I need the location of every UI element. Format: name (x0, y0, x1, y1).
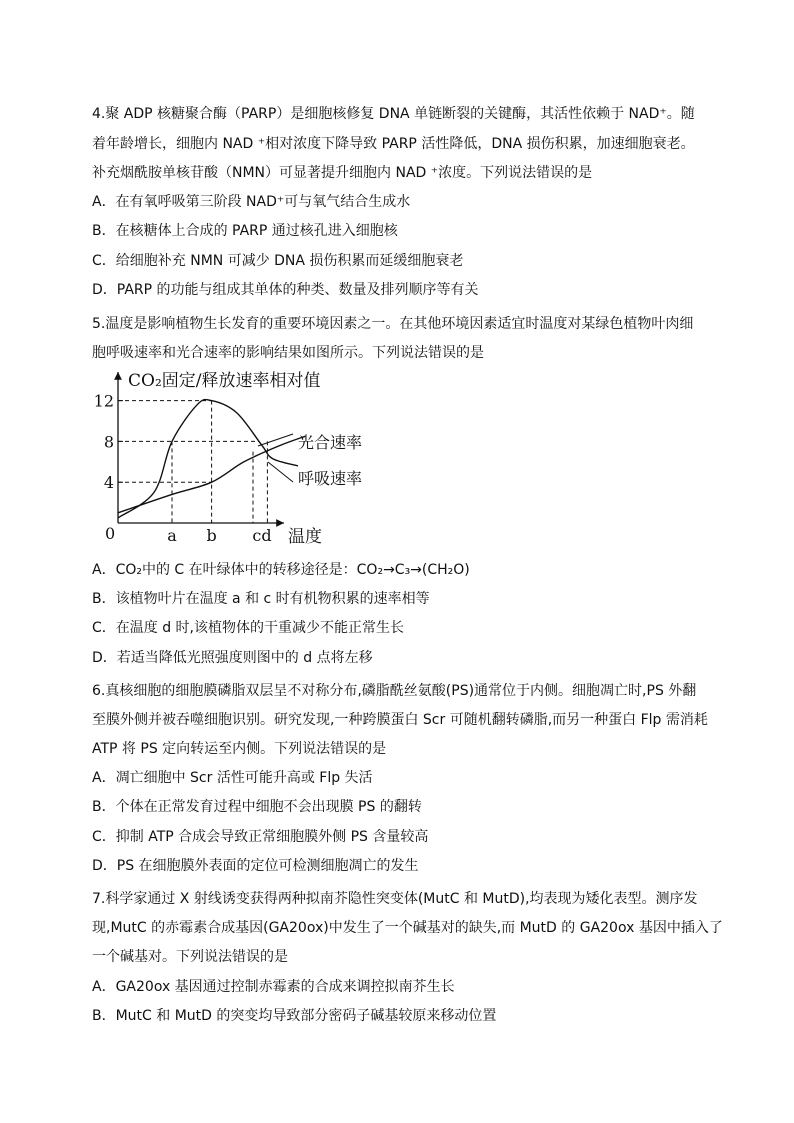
q6-option-c: C．抑制 ATP 合成会导致正常细胞膜外侧 PS 含量较高 (92, 829, 429, 845)
y-tick-label: 8 (103, 432, 114, 452)
x-tick-label: b (206, 526, 217, 545)
x-tick-label: a (167, 526, 177, 545)
q5-stem-line-1: 5.温度是影响植物生长发育的重要环境因素之一。在其他环境因素适宜时温度对某绿色植物叶肉细 (92, 316, 694, 332)
q6-option-d: D．PS 在细胞膜外表面的定位可检测细胞凋亡的发生 (92, 858, 419, 874)
q5-option-d: D．若适当降低光照强度则图中的 d 点将左移 (92, 650, 373, 666)
x-tick-label: cd (252, 526, 272, 545)
x-axis-label: 温度 (288, 527, 322, 547)
x-ticks (167, 526, 271, 545)
q4-option-d: D．PARP 的功能与组成其单体的种类、数量及排列顺序等有关 (92, 282, 479, 298)
q4-stem-line-1: 4.聚 ADP 核糖聚合酶（PARP）是细胞核修复 DNA 单链断裂的关键酶，其活性依赖于 NAD⁺。随 (92, 106, 695, 122)
q4-option-c: C．给细胞补充 NMN 可减少 DNA 损伤积累而延缓细胞衰老 (92, 253, 464, 269)
q5-option-a: A．CO₂中的 C 在叶绿体中的转移途径是：CO₂→C₃→(CH₂O) (92, 562, 470, 578)
q6-stem-line-3: ATP 将 PS 定向转运至内侧。下列说法错误的是 (92, 741, 387, 757)
temperature-rate-chart (93, 366, 396, 550)
y-axis-label: CO₂固定/释放速率相对值 (128, 371, 321, 391)
legend-respiration: 呼吸速率 (298, 469, 363, 488)
q5-stem-line-2: 胞呼吸速率和光合速率的影响结果如图所示。下列说法错误的是 (92, 345, 484, 361)
q6-stem-line-2: 至膜外侧并被吞噬细胞识别。研究发现,一种跨膜蛋白 Scr 可随机翻转磷脂,而另一种蛋白 Flp 需消耗 (92, 712, 708, 728)
q4-stem-line-3: 补充烟酰胺单核苷酸（NMN）可显著提升细胞内 NAD ⁺浓度。下列说法错误的是 (92, 165, 593, 181)
q7-option-b: B．MutC 和 MutD 的突变均导致部分密码子碱基较原来移动位置 (92, 1008, 497, 1024)
q6-option-a: A．凋亡细胞中 Scr 活性可能升高或 Flp 失活 (92, 770, 373, 786)
q7-stem-line-3: 一个碱基对。下列说法错误的是 (92, 949, 288, 965)
photosynthesis-rate-line (118, 399, 298, 517)
q6-stem-line-1: 6.真核细胞的细胞膜磷脂双层呈不对称分布,磷脂酰丝氨酸(PS)通常位于内侧。细胞凋亡时,PS 外翻 (92, 683, 697, 699)
y-tick-label: 4 (103, 473, 114, 493)
origin-label: 0 (105, 524, 116, 543)
q7-option-a: A．GA20ox 基因通过控制赤霉素的合成来调控拟南芥生长 (92, 979, 455, 995)
y-tick-label: 12 (93, 391, 114, 411)
legend-photosynthesis: 光合速率 (298, 433, 363, 452)
respiration-leader-line (258, 434, 293, 446)
photosynthesis-leader-line (268, 462, 293, 482)
q4-option-a: A．在有氧呼吸第三阶段 NAD⁺可与氧气结合生成水 (92, 194, 411, 210)
q4-stem-line-2: 着年龄增长，细胞内 NAD ⁺相对浓度下降导致 PARP 活性降低，DNA 损伤积累，加速细胞衰老。 (92, 136, 695, 152)
q5-option-c: C．在温度 d 时,该植物体的干重减少不能正常生长 (92, 620, 405, 636)
q5-option-b: B．该植物叶片在温度 a 和 c 时有机物积累的速率相等 (92, 591, 430, 607)
q7-stem-line-1: 7.科学家通过 X 射线诱变获得两种拟南芥隐性突变体(MutC 和 MutD),均表现为矮化表型。测序发 (92, 891, 698, 907)
q6-option-b: B．个体在正常发育过程中细胞不会出现膜 PS 的翻转 (92, 799, 422, 815)
q7-stem-line-2: 现,MutC 的赤霉素合成基因(GA20ox)中发生了一个碱基对的缺失,而 MutD 的 GA20ox 基因中插入了 (92, 920, 723, 936)
q4-option-b: B．在核糖体上合成的 PARP 通过核孔进入细胞核 (92, 223, 398, 239)
